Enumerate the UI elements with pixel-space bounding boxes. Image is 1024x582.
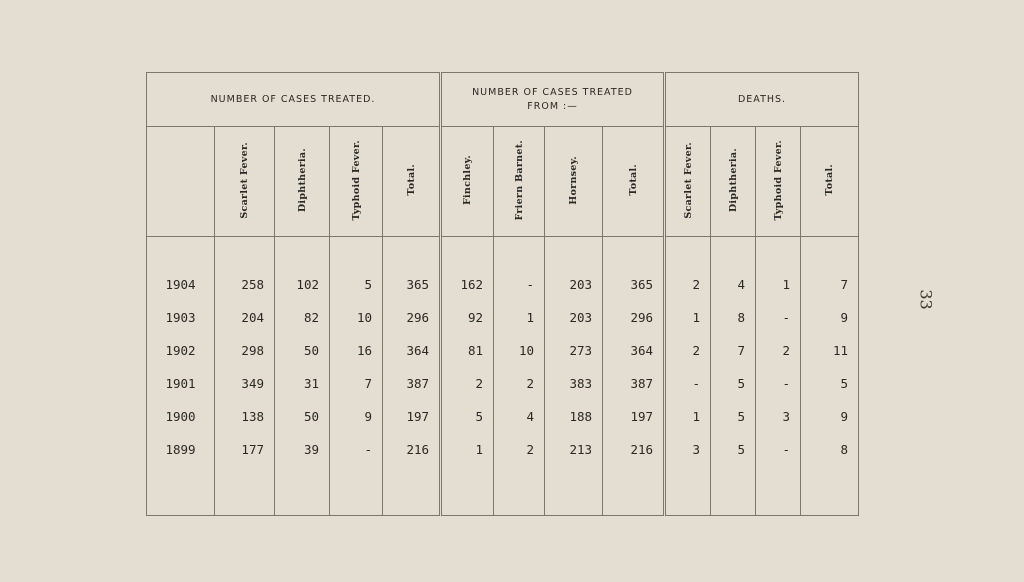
table-cell: 7 <box>711 334 756 367</box>
column-header: Scarlet Fever. <box>665 127 711 237</box>
table-cell: 8 <box>801 433 859 466</box>
table-cell: 162 <box>441 268 494 301</box>
year-cell: 1899 <box>147 433 215 466</box>
table-cell: 5 <box>711 400 756 433</box>
table-cell: 5 <box>801 367 859 400</box>
table-cell: - <box>756 433 801 466</box>
table-cell: - <box>756 301 801 334</box>
year-cell: 1901 <box>147 367 215 400</box>
group-header-cases-from: NUMBER OF CASES TREATED FROM :— <box>441 73 665 127</box>
table-cell: 203 <box>545 268 603 301</box>
table-cell: 2 <box>665 334 711 367</box>
column-header: Friern Barnet. <box>494 127 545 237</box>
table-cell: 364 <box>383 334 441 367</box>
table-cell: 11 <box>801 334 859 367</box>
table-cell: 5 <box>711 367 756 400</box>
column-header: Diphtheria. <box>711 127 756 237</box>
year-cell: 1900 <box>147 400 215 433</box>
table-cell: 16 <box>330 334 383 367</box>
table-cell: 138 <box>215 400 275 433</box>
table-cell: 387 <box>603 367 665 400</box>
statistics-table <box>146 72 859 516</box>
table-cell: 50 <box>275 400 330 433</box>
column-header: Hornsey. <box>545 127 603 237</box>
table-cell: 9 <box>801 301 859 334</box>
table-cell: 1 <box>756 268 801 301</box>
table-cell: 10 <box>494 334 545 367</box>
column-header: Scarlet Fever. <box>215 127 275 237</box>
table-cell: 2 <box>494 367 545 400</box>
table-cell: 213 <box>545 433 603 466</box>
table-cell: 3 <box>756 400 801 433</box>
table-cell: 197 <box>383 400 441 433</box>
column-header: Typhoid Fever. <box>330 127 383 237</box>
table-cell: 82 <box>275 301 330 334</box>
table-cell: 203 <box>545 301 603 334</box>
year-cell: 1902 <box>147 334 215 367</box>
group-header-deaths: DEATHS. <box>665 73 859 127</box>
table-cell: - <box>330 433 383 466</box>
table-cell: 258 <box>215 268 275 301</box>
table-cell: 216 <box>383 433 441 466</box>
table-row <box>147 433 859 466</box>
column-header: Total. <box>801 127 859 237</box>
table-cell: 9 <box>801 400 859 433</box>
table-cell: 7 <box>801 268 859 301</box>
table-cell: 31 <box>275 367 330 400</box>
year-column-header <box>147 127 215 237</box>
table-row <box>147 301 859 334</box>
table-cell: 5 <box>711 433 756 466</box>
table-cell: 204 <box>215 301 275 334</box>
table-row <box>147 268 859 301</box>
table-cell: 50 <box>275 334 330 367</box>
table-cell: 1 <box>441 433 494 466</box>
table-cell: 9 <box>330 400 383 433</box>
table-cell: 216 <box>603 433 665 466</box>
column-header: Total. <box>603 127 665 237</box>
table-cell: 364 <box>603 334 665 367</box>
table-cell: 3 <box>665 433 711 466</box>
table-cell: 92 <box>441 301 494 334</box>
table-cell: 365 <box>383 268 441 301</box>
table-cell: 2 <box>665 268 711 301</box>
table-cell: 7 <box>330 367 383 400</box>
table-cell: - <box>494 268 545 301</box>
table-cell: 1 <box>665 301 711 334</box>
table-cell: 10 <box>330 301 383 334</box>
table-cell: 296 <box>383 301 441 334</box>
table-cell: 349 <box>215 367 275 400</box>
table-cell: 197 <box>603 400 665 433</box>
table-cell: 2 <box>441 367 494 400</box>
table-cell: 273 <box>545 334 603 367</box>
table-cell: 1 <box>665 400 711 433</box>
table-cell: 1 <box>494 301 545 334</box>
table-cell: 81 <box>441 334 494 367</box>
table-cell: 4 <box>711 268 756 301</box>
table-cell: 387 <box>383 367 441 400</box>
table-cell: 365 <box>603 268 665 301</box>
table-cell: 2 <box>494 433 545 466</box>
table-cell: 298 <box>215 334 275 367</box>
table-cell: 2 <box>756 334 801 367</box>
column-header: Typhoid Fever. <box>756 127 801 237</box>
page-number: 33 <box>916 289 936 310</box>
year-cell: 1903 <box>147 301 215 334</box>
table-cell: - <box>756 367 801 400</box>
table-row <box>147 400 859 433</box>
table-cell: 39 <box>275 433 330 466</box>
table-cell: 5 <box>330 268 383 301</box>
table-cell: 296 <box>603 301 665 334</box>
table-cell: 8 <box>711 301 756 334</box>
table-row <box>147 367 859 400</box>
table-row <box>147 334 859 367</box>
table-cell: 102 <box>275 268 330 301</box>
year-cell: 1904 <box>147 268 215 301</box>
column-header: Total. <box>383 127 441 237</box>
group-header-cases-treated: NUMBER OF CASES TREATED. <box>147 73 441 127</box>
table-cell: 177 <box>215 433 275 466</box>
table-cell: 5 <box>441 400 494 433</box>
table-cell: 383 <box>545 367 603 400</box>
table-cell: - <box>665 367 711 400</box>
column-header: Finchley. <box>441 127 494 237</box>
table-cell: 188 <box>545 400 603 433</box>
column-header: Diphtheria. <box>275 127 330 237</box>
table-cell: 4 <box>494 400 545 433</box>
